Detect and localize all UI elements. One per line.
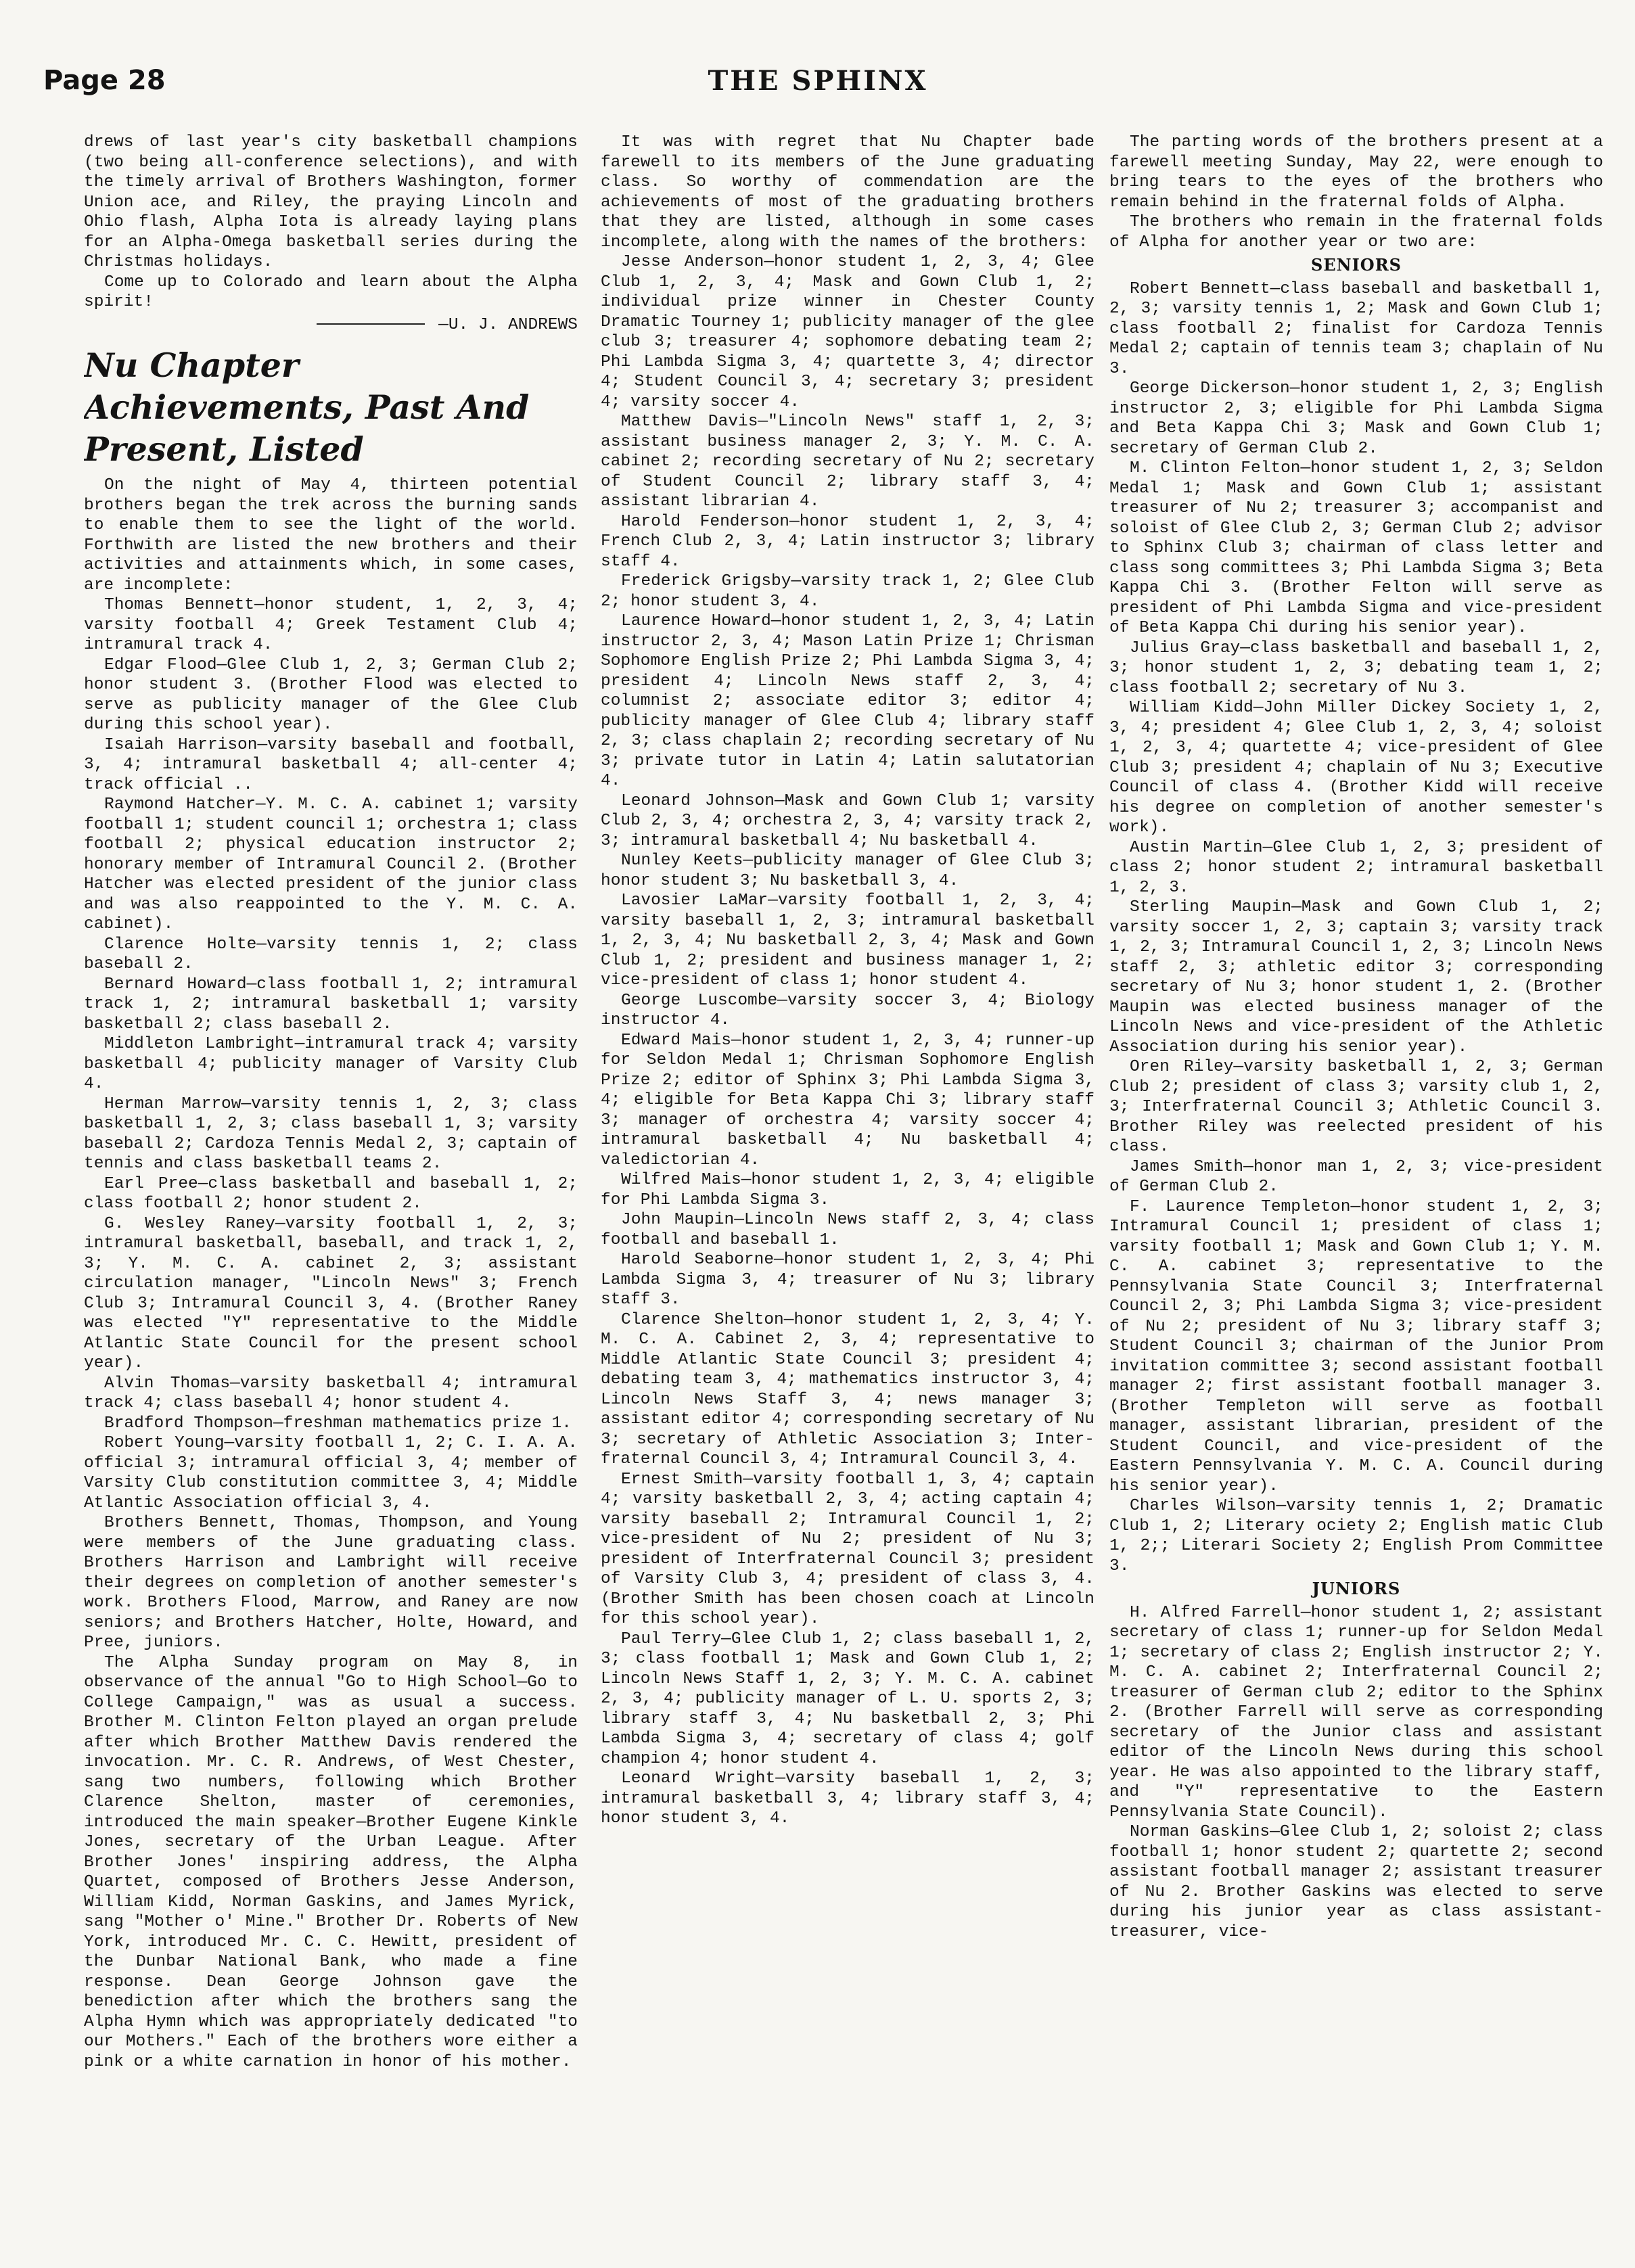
senior-item: George Dickerson—honor student 1, 2, 3; English instructor 2, 3; eligible for Phi Lambda Sigma and Beta Kappa Chi 3; Mask and Gown Club 1; secretary of German Club 2. xyxy=(1109,379,1603,458)
signature-rule xyxy=(317,323,425,325)
juniors-heading: JUNIORS xyxy=(1312,1579,1401,1598)
graduating-brother-item: Frederick Grigsby—varsity track 1, 2; Glee Club 2; honor student 3, 4. xyxy=(601,572,1095,611)
article1-signature: —U. J. ANDREWS xyxy=(438,315,578,334)
graduating-brother-item: Nunley Keets—publicity manager of Glee Club 3; honor student 3; Nu basketball 3, 4. xyxy=(601,852,1095,890)
article-headline: Nu Chapter Achievements, Past And Present, Listed xyxy=(84,346,530,469)
graduating-brother-item: George Luscombe—varsity soccer 3, 4; Biology instructor 4. xyxy=(601,991,1095,1029)
new-brother-item: Robert Young—varsity football 1, 2; C. I. A. A. official 3; intramural official 3, 4; member of Varsity Club constitution committee 3, 4; Middle Atlantic Association official 3, 4. xyxy=(84,1434,578,1512)
senior-item: James Smith—honor man 1, 2, 3; vice-president of German Club 2. xyxy=(1109,1157,1603,1196)
graduating-brother-item: Matthew Davis—"Lincoln News" staff 1, 2, 3; assistant business manager 2, 3; Y. M. C. A. cabinet 2; recording secretary of Nu 2; secretary of Student Council 2; library staff 3, 4; assistant librarian 4. xyxy=(601,413,1095,511)
column-1 xyxy=(84,133,578,2243)
seniors-heading: SENIORS xyxy=(1311,255,1402,275)
graduating-brother-item: Wilfred Mais—honor student 1, 2, 3, 4; eligible for Phi Lambda Sigma 3. xyxy=(601,1171,1095,1209)
graduating-brother-item: Lavosier LaMar—varsity football 1, 2, 3, 4; varsity baseball 1, 2, 3; intramural basketball 1, 2, 3, 4; Nu basketball 2, 3, 4; Mask and Gown Club 1, 2; president and business manager 1, 2; vice-president of class 1; honor student 4. xyxy=(601,892,1095,990)
graduating-brother-item: John Maupin—Lincoln News staff 2, 3, 4; class football and baseball 1. xyxy=(601,1211,1095,1249)
graduates-paragraph: Brothers Bennett, Thomas, Thompson, and Young were members of the June graduating class. Brothers Harrison and Lambright will receive their degrees on completion of another semester's work. Brothers Flood, Marrow, and Raney are now seniors; and Brothers Hatcher, Holte, Howard, and Pree, juniors. xyxy=(84,1514,578,1652)
graduating-brother-item: Harold Seaborne—honor student 1, 2, 3, 4; Phi Lambda Sigma 3, 4; treasurer of Nu 3; library staff 3. xyxy=(601,1251,1095,1309)
new-brother-item: Isaiah Harrison—varsity baseball and football, 3, 4; intramural basketball 4; all-center 4; track official .. xyxy=(84,735,578,794)
senior-item: M. Clinton Felton—honor student 1, 2, 3; Seldon Medal 1; Mask and Gown Club 1; assistant treasurer of Nu 2; treasurer 3; accompanist and soloist of Glee Club 2, 3; German Club 2; advisor to Sphinx Club 3; chairman of class letter and class song committees 3; Phi Lambda Sigma 3; Beta Kappa Chi 3. (Brother Felton will serve as president of Phi Lambda Sigma and vice-president of Beta Kappa Chi during his senior year). xyxy=(1109,459,1603,637)
new-brother-item: Alvin Thomas—varsity basketball 4; intramural track 4; class baseball 4; honor student 4. xyxy=(84,1374,578,1412)
senior-item: F. Laurence Templeton—honor student 1, 2, 3; Intramural Council 1; president of class 1; varsity football 1; Mask and Gown Club 1; Y. M. C. A. cabinet 3; representative to the Pennsylvania State Council 3; Interfraternal Council 2, 3; Phi Lambda Sigma 3; vice-president of Nu 2; president of Nu 3; library staff 3; Student Council 3; chairman of the Junior Prom invitation committee 3; second assistant football manager 2; first assistant football manager 3. (Brother Templeton will serve as football manager, assistant librarian, president of the Student Council, and vice-president of the Eastern Pennsylvania Y. M. C. A. Council during his senior year). xyxy=(1109,1197,1603,1496)
graduating-brother-item: Jesse Anderson—honor student 1, 2, 3, 4; Glee Club 1, 2, 3, 4; Mask and Gown Club 1, 2; individual prize winner in Chester County Dramatic Tourney 1; publicity manager of the glee club 3; treasurer 4; sophomore debating team 2; Phi Lambda Sigma 3, 4; quartette 3, 4; director 4; Student Council 3, 4; secretary 3; president 4; varsity soccer 4. xyxy=(601,253,1095,411)
new-brother-item: Bernard Howard—class football 1, 2; intramural track 1, 2; intramural basketball 1; varsity basketball 2; class baseball 2. xyxy=(84,975,578,1034)
article-intro: On the night of May 4, thirteen potential brothers began the trek across the burning sands to enable them to see the light of the world. Forthwith are listed the new brothers and their activities and attainments which, in some cases, are incomplete: xyxy=(84,476,578,595)
senior-item: Julius Gray—class basketball and baseball 1, 2, 3; honor student 1, 2, 3; debating team 1, 2; class football 2; secretary of Nu 3. xyxy=(1109,639,1603,697)
new-brother-item: Thomas Bennett—honor student, 1, 2, 3, 4; varsity football 4; Greek Testament Club 4; intramural track 4. xyxy=(84,596,578,654)
new-brother-item: Edgar Flood—Glee Club 1, 2, 3; German Club 2; honor student 3. (Brother Flood was elected to serve as publicity manager of the Glee Club during this school year). xyxy=(84,655,578,734)
column-2 xyxy=(601,133,1095,2243)
column-3 xyxy=(1109,133,1603,2243)
parting-paragraph: The parting words of the brothers present at a farewell meeting Sunday, May 22, were enough to bring tears to the eyes of the brothers who remain behind in the fraternal folds of Alpha. xyxy=(1109,133,1603,212)
junior-item: Norman Gaskins—Glee Club 1, 2; soloist 2; class football 1; honor student 2; quartette 2; second assistant football manager 2; assistant treasurer of Nu 2. Brother Gaskins was elected to serve during his junior year as class assistant-treasurer, vice- xyxy=(1109,1823,1603,1941)
remaining-paragraph: The brothers who remain in the fraternal folds of Alpha for another year or two are: xyxy=(1109,213,1603,252)
new-brother-item: G. Wesley Raney—varsity football 1, 2, 3; intramural basketball, baseball, and track 1, 2, 3; Y. M. C. A. cabinet 2, 3; assistant circulation manager, "Lincoln News" 3; French Club 3; Intramural Council 3, 4. (Brother Raney was elected "Y" representative to the Middle Atlantic State Council for the present school year). xyxy=(84,1214,578,1372)
farewell-paragraph: It was with regret that Nu Chapter bade farewell to its members of the June graduating class. So worthy of commendation are the achievements of most of the graduating brothers that they are listed, although in some cases incomplete, along with the names of the brothers: xyxy=(601,133,1095,252)
graduating-brother-item: Edward Mais—honor student 1, 2, 3, 4; runner-up for Seldon Medal 1; Chrisman Sophomore English Prize 2; editor of Sphinx 3; Phi Lambda Sigma 3, 4; eligible for Beta Kappa Chi 3; library staff 3; manager of orchestra 4; varsity soccer 4; intramural basketball 4; Nu basketball 4; valedictorian 4. xyxy=(601,1031,1095,1170)
new-brother-item: Herman Marrow—varsity tennis 1, 2, 3; class basketball 1, 2, 3; class baseball 1, 3; varsity baseball 2; Cardoza Tennis Medal 2, 3; captain of tennis and class basketball teams 2. xyxy=(84,1094,578,1173)
alpha-sunday-paragraph: The Alpha Sunday program on May 8, in observance of the annual "Go to High School—Go to College Campaign," was as usual a success. Brother M. Clinton Felton played an organ prelude after which Brother Matthew Davis rendered the invocation. Mr. C. R. Andrews, of West Chester, sang two numbers, following which Brother Clarence Shelton, master of ceremonies, introduced the main speaker—Brother Eugene Kinkle Jones, secretary of the Urban League. After Brother Jones' inspiring address, the Alpha Quartet, composed of Brothers Jesse Anderson, William Kidd, Norman Gaskins, and James Myrick, sang "Mother o' Mine." Brother Dr. Roberts of New York, introduced Mr. C. C. Hewitt, president of the Dunbar National Bank, who made a fine response. Dean George Johnson gave the benediction after which the brothers sang the Alpha Hymn which was appropriately dedicated "to our Mothers." Each of the brothers wore either a pink or a white carnation in honor of his mother. xyxy=(84,1653,578,2071)
graduating-brother-item: Clarence Shelton—honor student 1, 2, 3, 4; Y. M. C. A. Cabinet 2, 3, 4; representative to Middle Atlantic State Council 3; president 4; debating team 3, 4; mathematics instructor 3, 4; Lincoln News Staff 3, 4; news manager 3; assistant editor 4; corresponding secretary of Nu 3; secretary of Athletic Association 3; Inter-fraternal Council 3, 4; Intramural Council 3, 4. xyxy=(601,1310,1095,1468)
new-brother-item: Clarence Holte—varsity tennis 1, 2; class baseball 2. xyxy=(84,935,578,973)
graduating-brother-item: Leonard Johnson—Mask and Gown Club 1; varsity Club 2, 3, 4; orchestra 2, 3, 4; varsity track 2, 3; intramural basketball 4; Nu basketball 4. xyxy=(601,791,1095,850)
senior-item: Robert Bennett—class baseball and basketball 1, 2, 3; varsity tennis 1, 2; Mask and Gown Club 1; class football 2; finalist for Cardoza Tennis Medal 2; captain of tennis team 3; chaplain of Nu 3. xyxy=(1109,279,1603,378)
running-title: THE SPHINX xyxy=(708,65,928,97)
new-brother-item: Earl Pree—class basketball and baseball 1, 2; class football 2; honor student 2. xyxy=(84,1174,578,1213)
article1-closing: Come up to Colorado and learn about the Alpha spirit! xyxy=(84,273,578,311)
graduating-brother-item: Laurence Howard—honor student 1, 2, 3, 4; Latin instructor 2, 3, 4; Mason Latin Prize 1; Chrisman Sophomore English Prize 2; Phi Lambda Sigma 3, 4; president 4; Lincoln News staff 2, 3, 4; columnist 2; associate editor 3; editor 4; publicity manager of Glee Club 4; library staff 2, 3; class chaplain 2; recording secretary of Nu 3; private tutor in Latin 4; Latin salutatorian 4. xyxy=(601,612,1095,790)
senior-item: Austin Martin—Glee Club 1, 2, 3; president of class 2; honor student 2; intramural basketball 1, 2, 3. xyxy=(1109,838,1603,897)
graduating-brother-item: Ernest Smith—varsity football 1, 3, 4; captain 4; varsity basketball 2, 3, 4; acting captain 4; varsity baseball 2; Intramural Council 1, 2; vice-president of Nu 2; president of Nu 3; president of Interfraternal Council 3; president of Varsity Club 3, 4; president of class 3, 4. (Brother Smith has been chosen coach at Lincoln for this school year). xyxy=(601,1470,1095,1628)
new-brother-item: Bradford Thompson—freshman mathematics prize 1. xyxy=(104,1414,572,1433)
graduating-brother-item: Paul Terry—Glee Club 1, 2; class baseball 1, 2, 3; class football 1; Mask and Gown Club 1, 2; Lincoln News Staff 1, 2, 3; Y. M. C. A. cabinet 2, 3, 4; publicity manager of L. U. sports 2, 3; library staff 3, 4; Nu basketball 2, 3; Phi Lambda Sigma 3, 4; secretary of class 4; golf champion 4; honor student 4. xyxy=(601,1629,1095,1768)
graduating-brother-item: Leonard Wright—varsity baseball 1, 2, 3; intramural basketball 3, 4; library staff 3, 4; honor student 3, 4. xyxy=(601,1769,1095,1828)
senior-item: Sterling Maupin—Mask and Gown Club 1, 2; varsity soccer 1, 2, 3; captain 3; varsity track 1, 2, 3; Intramural Council 1, 2, 3; Lincoln News staff 2, 3; athletic editor 3; corresponding secretary of Nu 3; honor student 1, 2. (Brother Maupin was elected business manager of the Lincoln News and vice-president of the Athletic Association during his senior year). xyxy=(1109,898,1603,1057)
new-brother-item: Middleton Lambright—intramural track 4; varsity basketball 4; publicity manager of Varsity Club 4. xyxy=(84,1035,578,1093)
graduating-brother-item: Harold Fenderson—honor student 1, 2, 3, 4; French Club 2, 3, 4; Latin instructor 3; library staff 4. xyxy=(601,512,1095,571)
article1-signature-line xyxy=(84,315,578,335)
senior-item: William Kidd—John Miller Dickey Society 1, 2, 3, 4; president 4; Glee Club 1, 2, 3, 4; soloist 1, 2, 3, 4; quartette 4; vice-president of Glee Club 3; president 4; chaplain of Nu 3; Executive Council of class 4. (Brother Kidd will receive his degree on completion of another semester's work). xyxy=(1109,699,1603,837)
page-header xyxy=(43,65,1592,112)
page-number: Page 28 xyxy=(43,65,166,96)
junior-item: H. Alfred Farrell—honor student 1, 2; assistant secretary of class 1; runner-up for Seldon Medal 1; secretary of class 2; English instructor 2; Y. M. C. A. cabinet 2; Interfraternal Council 2; treasurer of German club 2; editor to the Sphinx 2. (Brother Farrell will serve as corresponding secretary of the Junior class and assistant editor of the Lincoln News during this school year. He was also appointed to the library staff, and "Y" representative to the Eastern Pennsylvania State Council). xyxy=(1109,1603,1603,1822)
senior-item: Charles Wilson—varsity tennis 1, 2; Dramatic Club 1, 2; Literary ociety 2; English matic Club 1, 2;; Literari Society 2; English Prom Committee 3. xyxy=(1109,1497,1603,1575)
article1-text: drews of last year's city basketball champions (two being all-conference selections), and with the timely arrival of Brothers Washington, former Union ace, and Riley, the praying Lincoln and Ohio flash, Alpha Iota is already laying plans for an Alpha-Omega basketball series during the Christmas holidays. xyxy=(84,133,578,271)
new-brother-item: Raymond Hatcher—Y. M. C. A. cabinet 1; varsity football 1; student council 1; orchestra 1; class football 2; physical education instructor 2; honorary member of Intramural Council 2. (Brother Hatcher was elected president of the junior class and was also reappointed to the Y. M. C. A. cabinet). xyxy=(84,795,578,933)
senior-item: Oren Riley—varsity basketball 1, 2, 3; German Club 2; president of class 3; varsity club 1, 2, 3; Interfraternal Council 3; Athletic Council 3. Brother Riley was reelected president of his class. xyxy=(1109,1058,1603,1156)
